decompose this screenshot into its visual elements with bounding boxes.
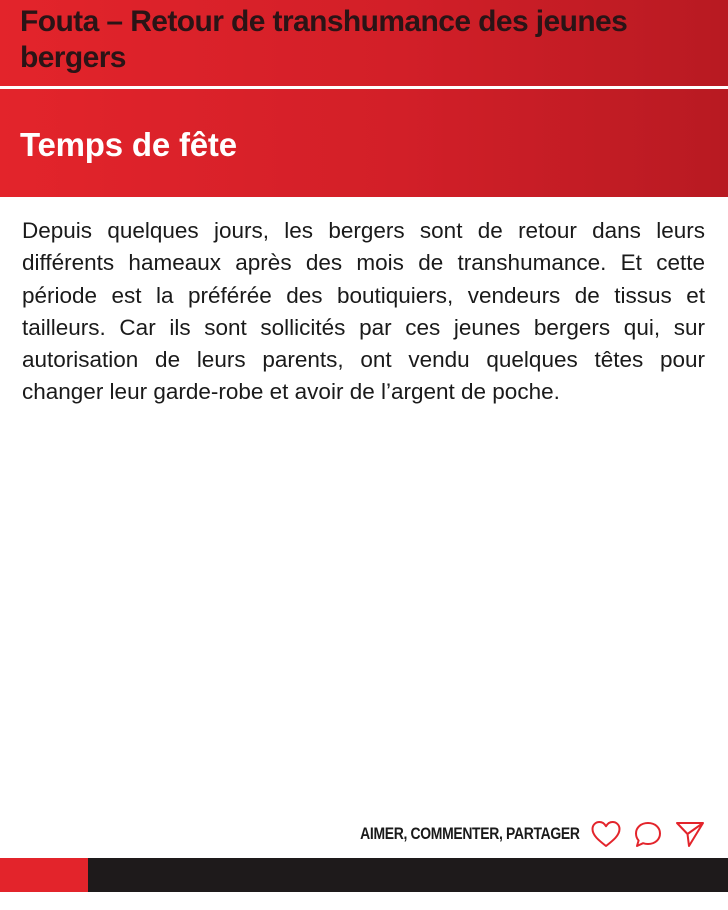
header-band: [0, 0, 728, 86]
social-actions: [312, 818, 706, 850]
actions-label: AIMER, COMMENTER, PARTAGER: [360, 824, 580, 843]
comment-icon[interactable]: [632, 819, 664, 849]
footer-bar: [88, 858, 728, 892]
footer-accent-bar: [0, 858, 88, 892]
section-title: Temps de fête: [20, 126, 237, 163]
heart-icon[interactable]: [590, 819, 622, 849]
article-body: Depuis quelques jours, les bergers sont de retour dans leurs différents hameaux après des mois de transhumance. Et cette période est la préférée des boutiquiers, vendeurs de tissus et tailleurs. Car ils sont sollicités par ces jeunes bergers qui, sur autorisation de leurs parents, ont vendu quelques têtes pour changer leur garde-robe et avoir de l’argent de poche.: [22, 218, 705, 405]
share-icon[interactable]: [674, 819, 706, 849]
article-headline: Fouta – Retour de transhumance des jeunes bergers: [20, 5, 628, 74]
section-band: [0, 89, 728, 197]
